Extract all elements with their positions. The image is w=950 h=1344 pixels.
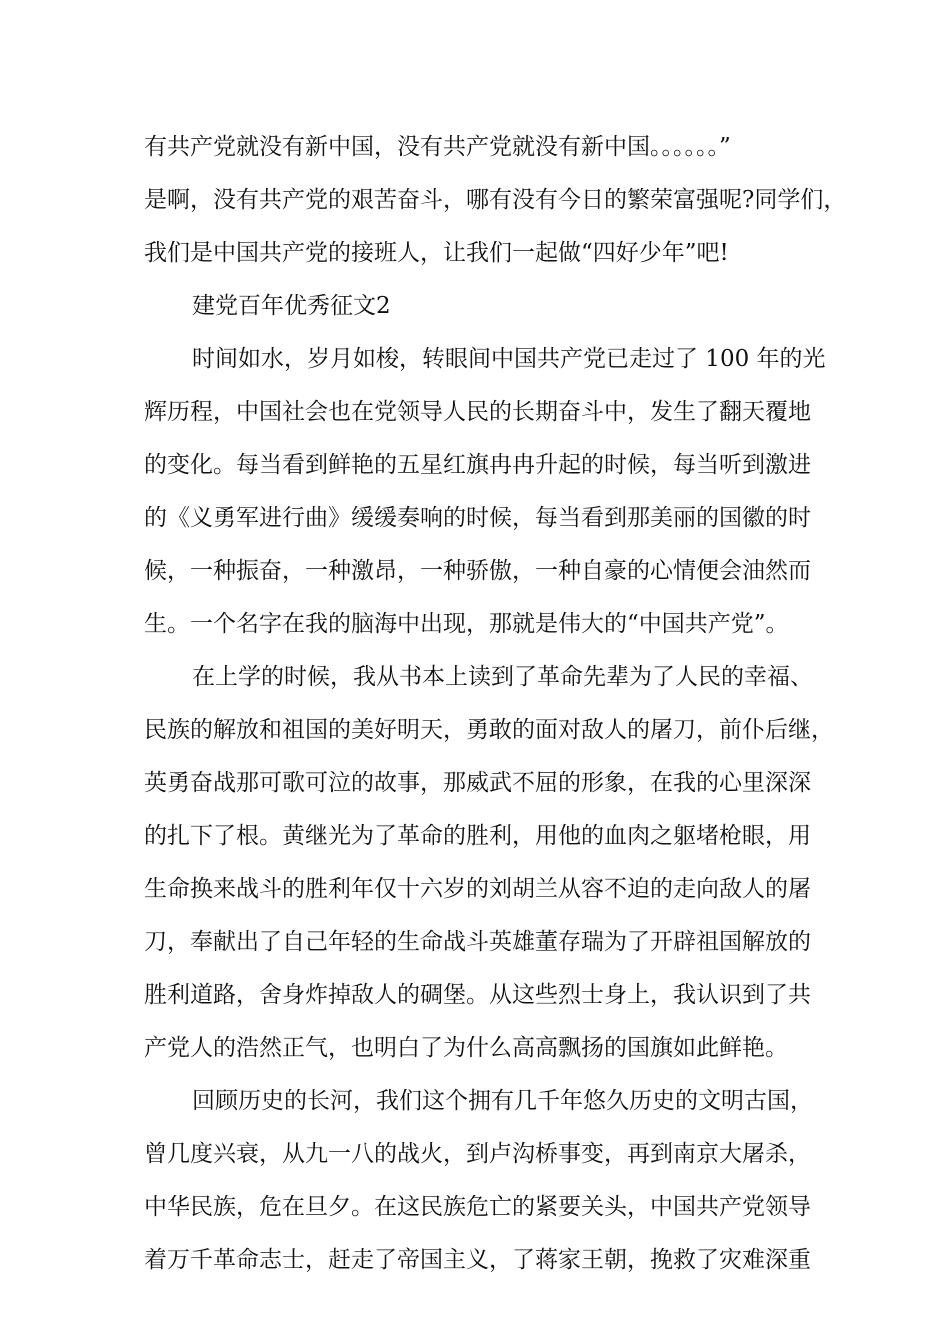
paragraph2-line-4: 的扎下了根。黄继光为了革命的胜利，用他的血肉之躯堵枪眼，用 [144,823,811,849]
paragraph1-line-3: 的变化。每当看到鲜艳的五星红旗冉冉升起的时候，每当听到激进 [144,452,811,478]
paragraph2-line-6: 刀，奉献出了自己年轻的生命战斗英雄董存瑞为了开辟祖国解放的 [144,929,811,955]
paragraph3-line-2: 曾几度兴衰，从九一八的战火，到卢沟桥事变，再到南京大屠杀， [144,1141,811,1167]
intro-line-3: 我们是中国共产党的接班人，让我们一起做“四好少年”吧! [144,240,729,266]
intro-line-2: 是啊，没有共产党的艰苦奋斗，哪有没有今日的繁荣富强呢?同学们， [144,187,847,213]
paragraph3-line-3: 中华民族，危在旦夕。在这民族危亡的紧要关头，中国共产党领导 [144,1194,811,1220]
paragraph2-line-3: 英勇奋战那可歌可泣的故事，那威武不屈的形象，在我的心里深深 [144,770,811,796]
section-title: 建党百年优秀征文2 [192,293,391,319]
paragraph2-line-5: 生命换来战斗的胜利年仅十六岁的刘胡兰从容不迫的走向敌人的屠 [144,876,811,902]
paragraph2-line-2: 民族的解放和祖国的美好明天，勇敢的面对敌人的屠刀，前仆后继， [144,717,834,743]
paragraph1-line-6: 生。一个名字在我的脑海中出现，那就是伟大的“中国共产党”。 [144,611,789,637]
paragraph3-line-4: 着万千革命志士，赶走了帝国主义，了蒋家王朝，挽救了灾难深重 [144,1247,811,1273]
paragraph2-line-1: 在上学的时候，我从书本上读到了革命先辈为了人民的幸福、 [192,664,813,690]
intro-line-1: 有共产党就没有新中国，没有共产党就没有新中国。。。。。。” [144,134,731,160]
paragraph1-line-2: 辉历程，中国社会也在党领导人民的长期奋斗中，发生了翻天覆地 [144,399,811,425]
paragraph1-line-1: 时间如水，岁月如梭，转眼间中国共产党已走过了 100 年的光 [192,346,826,372]
paragraph2-line-7: 胜利道路，舍身炸掉敌人的碉堡。从这些烈士身上，我认识到了共 [144,982,811,1008]
paragraph3-line-1: 回顾历史的长河，我们这个拥有几千年悠久历史的文明古国， [192,1088,813,1114]
paragraph2-line-8: 产党人的浩然正气，也明白了为什么高高飘扬的国旗如此鲜艳。 [144,1035,788,1061]
paragraph1-line-4: 的《义勇军进行曲》缓缓奏响的时候，每当看到那美丽的国徽的时 [144,505,811,531]
paragraph1-line-5: 候，一种振奋，一种激昂，一种骄傲，一种自豪的心情便会油然而 [144,558,811,584]
